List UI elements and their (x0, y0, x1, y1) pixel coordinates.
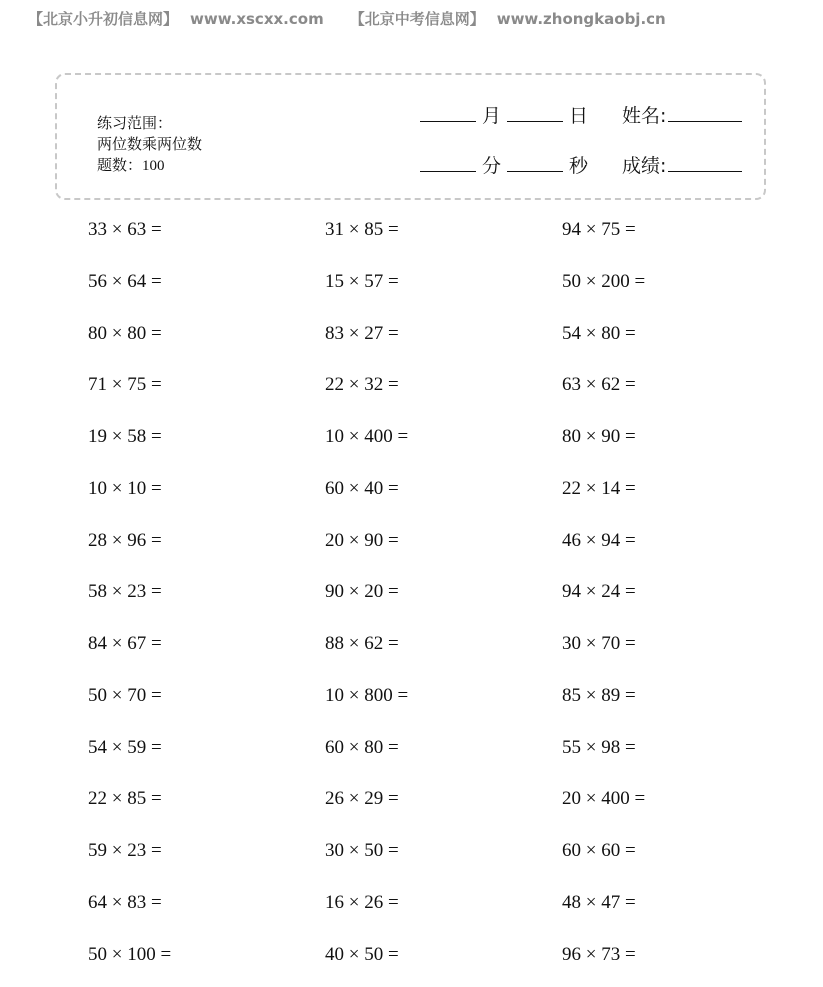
problem-item: 22 × 32 = (325, 374, 399, 396)
problem-item: 19 × 58 = (88, 426, 162, 447)
minute-blank[interactable] (420, 151, 476, 172)
time-score-row (420, 151, 742, 178)
problem-item: 94 × 24 = (562, 581, 636, 603)
problem-item: 59 × 23 = (88, 840, 162, 861)
problem-row (88, 515, 788, 567)
problem-row (88, 566, 788, 618)
problem-row (88, 204, 788, 256)
problem-item: 30 × 50 = (325, 840, 399, 861)
second-label: 秒 (569, 155, 589, 177)
problem-item: 88 × 62 = (325, 633, 399, 654)
problem-row (88, 618, 788, 670)
second-blank[interactable] (507, 151, 563, 172)
problem-item: 20 × 400 = (562, 788, 646, 810)
problem-item: 85 × 89 = (562, 684, 636, 706)
scope-value: 两位数乘两位数 (97, 135, 203, 153)
problem-row (88, 877, 788, 929)
problem-item: 31 × 85 = (325, 219, 399, 240)
site-name-xiaoshengchu: 【北京小升初信息网】 (28, 10, 179, 28)
month-blank[interactable] (420, 101, 476, 122)
site-name-zhongkao: 【北京中考信息网】 (349, 10, 485, 28)
problem-row (88, 308, 788, 360)
problem-row (88, 825, 788, 877)
problem-item: 55 × 98 = (562, 736, 636, 758)
score-blank[interactable] (668, 151, 742, 172)
problem-item: 54 × 59 = (88, 736, 162, 758)
problem-item: 80 × 90 = (562, 426, 636, 447)
problem-row (88, 670, 788, 722)
problem-item: 94 × 75 = (562, 219, 636, 240)
site-url-zhongkaobj[interactable]: www.zhongkaobj.cn (496, 10, 666, 28)
question-count (97, 155, 202, 177)
problem-item: 10 × 400 = (325, 426, 409, 447)
problem-item: 80 × 80 = (88, 322, 162, 344)
problem-item: 16 × 26 = (325, 891, 399, 913)
count-value: 100 (142, 158, 165, 174)
problem-item: 48 × 47 = (562, 891, 636, 913)
month-label: 月 (482, 105, 502, 127)
worksheet-info-box (55, 73, 766, 200)
problem-item: 26 × 29 = (325, 788, 399, 810)
count-label: 题数： (97, 156, 143, 174)
problem-row (88, 722, 788, 774)
problem-item: 33 × 63 = (88, 219, 162, 240)
name-blank[interactable] (668, 101, 742, 122)
problem-item: 60 × 80 = (325, 736, 399, 758)
problem-row (88, 359, 788, 411)
date-name-row (420, 101, 742, 128)
day-label: 日 (569, 105, 589, 127)
problem-item: 58 × 23 = (88, 581, 162, 603)
problem-item: 60 × 60 = (562, 840, 636, 861)
problem-item: 22 × 14 = (562, 477, 636, 499)
problem-item: 60 × 40 = (325, 477, 399, 499)
problem-row (88, 256, 788, 308)
site-header (28, 8, 666, 30)
problem-item: 50 × 70 = (88, 684, 162, 706)
problem-item: 20 × 90 = (325, 529, 399, 551)
problem-row (88, 411, 788, 463)
problem-row (88, 929, 788, 981)
problem-item: 50 × 200 = (562, 270, 646, 292)
problem-item: 63 × 62 = (562, 374, 636, 396)
problem-item: 54 × 80 = (562, 322, 636, 344)
problem-item: 30 × 70 = (562, 633, 636, 654)
problem-item: 40 × 50 = (325, 943, 399, 965)
problem-item: 10 × 800 = (325, 684, 409, 706)
problem-item: 83 × 27 = (325, 322, 399, 344)
problem-item: 22 × 85 = (88, 788, 162, 810)
name-label: 姓名: (622, 105, 667, 127)
site-url-xscxx[interactable]: www.xscxx.com (190, 10, 324, 28)
problem-item: 28 × 96 = (88, 529, 162, 551)
problem-item: 50 × 100 = (88, 943, 172, 965)
problem-grid (88, 204, 788, 980)
practice-scope (97, 113, 202, 177)
problem-item: 64 × 83 = (88, 891, 162, 913)
problem-row (88, 463, 788, 515)
problem-row (88, 773, 788, 825)
minute-label: 分 (482, 155, 502, 177)
problem-item: 96 × 73 = (562, 943, 636, 965)
problem-item: 46 × 94 = (562, 529, 636, 551)
scope-label: 练习范围： (97, 114, 173, 132)
problem-item: 15 × 57 = (325, 270, 399, 292)
problem-item: 56 × 64 = (88, 270, 162, 292)
day-blank[interactable] (507, 101, 563, 122)
problem-item: 84 × 67 = (88, 633, 162, 654)
score-label: 成绩: (622, 155, 667, 177)
problem-item: 10 × 10 = (88, 477, 162, 499)
problem-item: 90 × 20 = (325, 581, 399, 603)
problem-item: 71 × 75 = (88, 374, 162, 396)
